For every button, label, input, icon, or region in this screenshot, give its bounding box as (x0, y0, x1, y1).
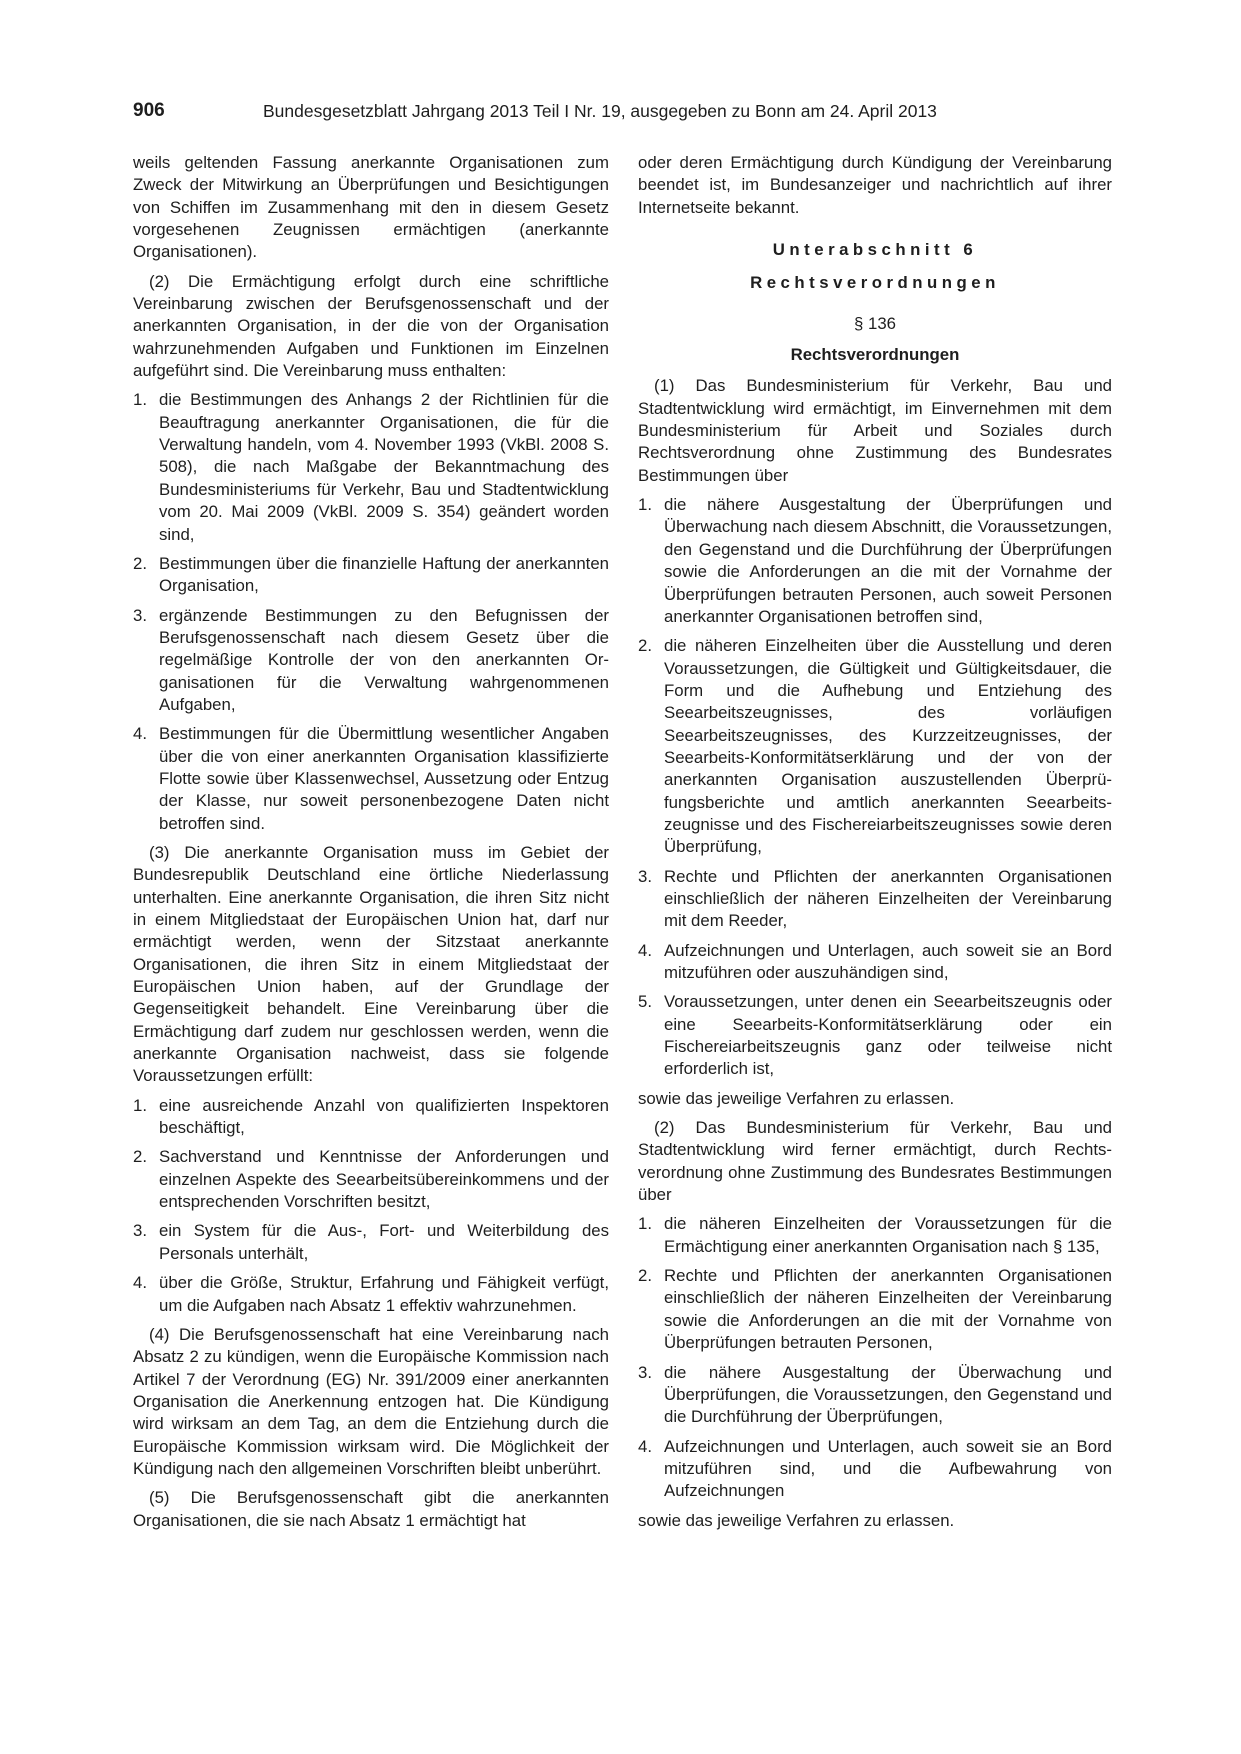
list-text: Rechte und Pflichten der anerkannten Organisationen einschließlich der näheren Einzelheiten der Vereinbarung sowie die Anforderungen an die mit der Vornahme von Überprüfungen betrauten Personen, (664, 1266, 1112, 1353)
list-item (133, 1146, 609, 1213)
list-number: 1. (133, 1095, 147, 1115)
running-title: Bundesgesetzblatt Jahrgang 2013 Teil I Nr. 19, ausgegeben zu Bonn am 24. April 2013 (263, 101, 937, 121)
list-item (638, 940, 1112, 985)
subsection-title: Rechtsverordnungen (750, 273, 1000, 293)
list-number: 4. (638, 940, 652, 960)
paragraph: weils geltenden Fassung anerkannte Organisationen zum Zweck der Mitwirkung an Überprüfungen und Besichtigungen von Schiffen im Zusammenhang mit den in diesem Gesetz vorgesehenen Zeugnissen ermächtigen (anerkannte Organisationen). (133, 153, 609, 262)
list-text: eine ausreichende Anzahl von qualifizierten Inspektoren beschäftigt, (159, 1095, 609, 1138)
list-number: 4. (133, 1273, 147, 1293)
list-item (133, 605, 609, 717)
section-sign: § 136 (854, 313, 896, 333)
list-item (133, 553, 609, 598)
list-text: Rechte und Pflichten der anerkannten Organisationen einschließlich der näheren Einzelheiten der Vereinbarung mit dem Reeder, (664, 866, 1112, 931)
paragraph: (2) Die Ermächtigung erfolgt durch eine schriftliche Vereinbarung zwischen der Berufsgenossenschaft und der anerkannten Organisation, in der die von der Organisation wahrzunehmenden Aufgaben und Funktionen im Einzelnen aufgeführt sind. Die Vereinbarung muss enthalten: (133, 271, 609, 381)
list-item (638, 1436, 1112, 1503)
list-item (133, 1095, 609, 1140)
list-number: 1. (638, 495, 652, 515)
list-item (133, 1272, 609, 1317)
section-title: Rechtsverordnungen (790, 345, 960, 365)
right-column (638, 152, 1112, 1539)
numbered-list (638, 494, 1112, 1081)
list-text: Sachverstand und Kenntnisse der Anforderungen und einzelnen Aspekte des Seearbeitsübereinkommens und der entsprechenden Vorschriften besitzt, (159, 1147, 609, 1212)
list-text: Aufzeichnungen und Unterlagen, auch soweit sie an Bord mitzuführen sind, und die Aufbewahrung von Aufzeichnungen (664, 1436, 1112, 1501)
list-item (638, 866, 1112, 933)
list-number: 2. (638, 1266, 652, 1286)
list-item (638, 1362, 1112, 1429)
paragraph: sowie das jeweilige Verfahren zu erlassen. (638, 1510, 955, 1530)
list-text: die näheren Einzelheiten der Voraussetzungen für die Ermächtigung einer anerkannten Organisation nach § 135, (664, 1214, 1112, 1256)
list-item (133, 723, 609, 835)
list-number: 1. (133, 390, 147, 410)
list-number: 4. (638, 1436, 652, 1456)
list-number: 3. (133, 605, 147, 625)
list-number: 2. (638, 636, 652, 656)
paragraph: (3) Die anerkannte Organisation muss im Gebiet der Bundesrepublik Deutschland eine örtliche Niederlassung unterhalten. Eine anerkannte Organisation, die ihren Sitz nicht in einem Mitgliedstaat der Europäischen Union hat, darf nur ermächtigt werden, wenn der Sitzstaat anerkannte Organisationen, die ihren Sitz in einem Mitgliedstaat der Europäischen Union haben, auf der Grundlage der Gegenseitigkeit behandelt. Eine Vereinbarung über die Ermächtigung darf zudem nur geschlossen werden, wenn die anerkannte Organisation nachweist, dass sie folgende Voraussetzungen erfüllt: (133, 842, 609, 1086)
list-number: 5. (638, 992, 652, 1012)
list-number: 2. (133, 553, 147, 573)
list-text: ergänzende Bestimmungen zu den Befugnissen der Berufsgenossenschaft nach diesem Gesetz über die regelmäßige Kontrolle der von den anerkannten Organisationen für die Verwaltung wahrgenommenen Aufgaben, (159, 605, 609, 714)
paragraph: (1) Das Bundesministerium für Verkehr, Bau und Stadtentwicklung wird ermächtigt, im Einvernehmen mit dem Bundesministerium für Arbeit und Soziales durch Rechtsverordnung ohne Zustimmung des Bundesrates Bestimmungen über (638, 376, 1112, 485)
paragraph: sowie das jeweilige Verfahren zu erlassen. (638, 1088, 955, 1108)
numbered-list (133, 1095, 609, 1317)
list-text: Aufzeichnungen und Unterlagen, auch soweit sie an Bord mitzuführen oder auszuhändigen sind, (664, 940, 1112, 982)
numbered-list (133, 389, 609, 835)
list-item (638, 1265, 1112, 1354)
list-text: die Bestimmungen des Anhangs 2 der Richtlinien für die Beauftragung anerkannter Organisationen, die für die Verwaltung handeln, vom 4. November 1993 (VkBl. 2008 S. 508), die nach Maßgabe der Bekanntmachung des Bundesministeriums für Verkehr, Bau und Stadtentwicklung vom 20. Mai 2009 (VkBl. 2009 S. 354) geändert worden sind, (159, 390, 609, 544)
list-number: 2. (133, 1147, 147, 1167)
list-number: 4. (133, 724, 147, 744)
list-text: die näheren Einzelheiten über die Ausstellung und deren Voraussetzungen, die Gültigkeit und Gültigkeitsdauer, die Form und die Aufhebung und Entziehung des Seearbeitszeugnisses, des vorläufigen Seearbeitszeugnisses, des Kurzzeitzeugnisses, der Seearbeits-Konformitätserklärung und der von der anerkannten Organisation auszustellenden Überprüfungsberichte und amtlich anerkannten Seearbeitszeugnisse und des Fischereiarbeitszeugnisses sowie deren Überprüfung, (664, 636, 1112, 857)
list-item (638, 1213, 1112, 1258)
paragraph: (5) Die Berufsgenossenschaft gibt die anerkannten Organisationen, die sie nach Absatz 1 ermächtigt hat (133, 1488, 609, 1530)
list-item (133, 1220, 609, 1265)
list-number: 3. (638, 1362, 652, 1382)
list-number: 3. (133, 1221, 147, 1241)
list-text: über die Größe, Struktur, Erfahrung und Fähigkeit verfügt, um die Aufgaben nach Absatz 1 effektiv wahrzunehmen. (159, 1273, 609, 1315)
list-text: Voraussetzungen, unter denen ein Seearbeitszeugnis oder eine Seearbeits-Konformitätserklärung oder ein Fischereiarbeitszeugnis ganz oder teilweise nicht erforderlich ist, (664, 992, 1112, 1079)
subsection-heading: Unterabschnitt 6 (772, 240, 978, 260)
list-text: Bestimmungen über die finanzielle Haftung der anerkannten Organisation, (159, 553, 609, 596)
paragraph: oder deren Ermächtigung durch Kündigung der Vereinbarung beendet ist, im Bundesanzeiger und nachrichtlich auf ihrer Internetseite bekannt. (638, 153, 1112, 217)
numbered-list (638, 1213, 1112, 1502)
list-text: ein System für die Aus-, Fort- und Weiterbildung des Personals unterhält, (159, 1221, 609, 1263)
page-number: 906 (133, 100, 165, 121)
list-item (638, 635, 1112, 858)
list-text: die nähere Ausgestaltung der Überprüfungen und Überwachung nach diesem Abschnitt, die Voraussetzungen, den Gegenstand und die Durchführung der Überprüfungen sowie die Anforderungen an die mit der Vornahme der Überprüfungen betrauten Personen, auch soweit Personen anerkannter Organisationen betroffen sind, (664, 495, 1112, 626)
list-number: 1. (638, 1214, 652, 1234)
paragraph: (2) Das Bundesministerium für Verkehr, Bau und Stadtentwicklung wird ferner ermächtigt, durch Rechtsverordnung ohne Zustimmung des Bundesrates Bestimmungen über (638, 1118, 1112, 1205)
paragraph: (4) Die Berufsgenossenschaft hat eine Vereinbarung nach Absatz 2 zu kündigen, wenn die Europäische Kommission nach Artikel 7 der Verordnung (EG) Nr. 391/2009 einer anerkannten Organisation die Anerkennung entzogen hat. Die Kündigung wird wirksam an dem Tag, an dem die Entziehung durch die Europäische Kommission wirksam wird. Die Möglichkeit der Kündigung nach den allgemeinen Vorschriften bleibt unberührt. (133, 1324, 609, 1478)
list-item (133, 389, 609, 545)
left-column (133, 152, 609, 1539)
list-text: Bestimmungen für die Übermittlung wesentlicher Angaben über die von einer anerkannten Organisation klassifizierte Flotte sowie über Klassenwechsel, Aussetzung oder Entzug der Klasse, nur soweit personenbezogene Daten nicht betroffen sind. (159, 724, 609, 833)
page-header (133, 100, 1109, 126)
list-text: die nähere Ausgestaltung der Überwachung und Überprüfungen, die Voraussetzungen, den Gegenstand und die Durchführung der Überprüfungen, (664, 1362, 1112, 1427)
list-item (638, 991, 1112, 1080)
list-item (638, 494, 1112, 628)
list-number: 3. (638, 866, 652, 886)
